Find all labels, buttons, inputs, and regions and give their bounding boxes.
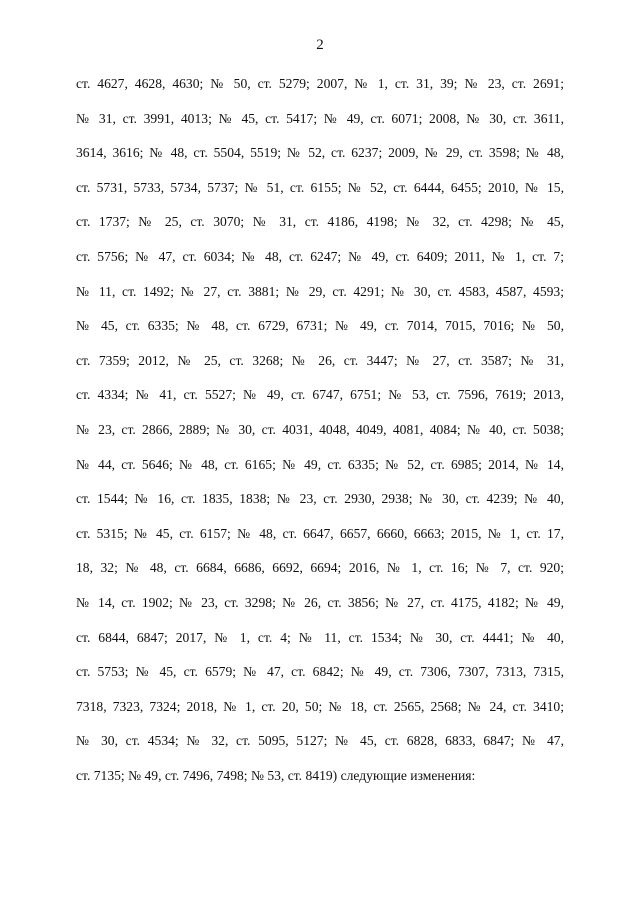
- body-text: [76, 75, 564, 801]
- text-line-18: ст. 5753; № 45, ст. 6579; № 47, ст. 6842; № 49, ст. 7306, 7307, 7313, 7315,: [76, 664, 564, 680]
- text-line-17: ст. 6844, 6847; 2017, № 1, ст. 4; № 11, ст. 1534; № 30, ст. 4441; № 40,: [76, 629, 564, 645]
- text-line-16: № 14, ст. 1902; № 23, ст. 3298; № 26, ст. 3856; № 27, ст. 4175, 4182; № 49,: [76, 594, 564, 610]
- text-line-3: 3614, 3616; № 48, ст. 5504, 5519; № 52, ст. 6237; 2009, № 29, ст. 3598; № 48,: [76, 145, 564, 161]
- text-line-13: ст. 1544; № 16, ст. 1835, 1838; № 23, ст. 2930, 2938; № 30, ст. 4239; № 40,: [76, 491, 564, 507]
- text-line-20: № 30, ст. 4534; № 32, ст. 5095, 5127; № 45, ст. 6828, 6833, 6847; № 47,: [76, 733, 564, 749]
- text-line-15: 18, 32; № 48, ст. 6684, 6686, 6692, 6694; 2016, № 1, ст. 16; № 7, ст. 920;: [76, 560, 564, 576]
- text-line-11: № 23, ст. 2866, 2889; № 30, ст. 4031, 4048, 4049, 4081, 4084; № 40, ст. 5038;: [76, 421, 564, 437]
- text-line-1: ст. 4627, 4628, 4630; № 50, ст. 5279; 2007, № 1, ст. 31, 39; № 23, ст. 2691;: [76, 76, 564, 91]
- text-line-5: ст. 1737; № 25, ст. 3070; № 31, ст. 4186, 4198; № 32, ст. 4298; № 45,: [76, 214, 564, 230]
- text-line-7: № 11, ст. 1492; № 27, ст. 3881; № 29, ст. 4291; № 30, ст. 4583, 4587, 4593;: [76, 283, 564, 299]
- text-line-6: ст. 5756; № 47, ст. 6034; № 48, ст. 6247; № 49, ст. 6409; 2011, № 1, ст. 7;: [76, 248, 564, 264]
- text-line-19: 7318, 7323, 7324; 2018, № 1, ст. 20, 50; № 18, ст. 2565, 2568; № 24, ст. 3410;: [76, 698, 564, 714]
- text-line-9: ст. 7359; 2012, № 25, ст. 3268; № 26, ст. 3447; № 27, ст. 3587; № 31,: [76, 352, 564, 368]
- text-line-12: № 44, ст. 5646; № 48, ст. 6165; № 49, ст. 6335; № 52, ст. 6985; 2014, № 14,: [76, 456, 564, 472]
- page-number: 2: [316, 37, 324, 53]
- text-line-10: ст. 4334; № 41, ст. 5527; № 49, ст. 6747, 6751; № 53, ст. 7596, 7619; 2013,: [76, 387, 564, 403]
- text-line-4: ст. 5731, 5733, 5734, 5737; № 51, ст. 6155; № 52, ст. 6444, 6455; 2010, № 15,: [76, 179, 564, 195]
- text-line-8: № 45, ст. 6335; № 48, ст. 6729, 6731; № 49, ст. 7014, 7015, 7016; № 50,: [76, 318, 564, 334]
- text-line-14: ст. 5315; № 45, ст. 6157; № 48, ст. 6647, 6657, 6660, 6663; 2015, № 1, ст. 17,: [76, 525, 564, 541]
- text-line-21: ст. 7135; № 49, ст. 7496, 7498; № 53, ст. 8419) следующие изменения:: [76, 767, 476, 783]
- text-line-2: № 31, ст. 3991, 4013; № 45, ст. 5417; № 49, ст. 6071; 2008, № 30, ст. 3611,: [76, 110, 564, 126]
